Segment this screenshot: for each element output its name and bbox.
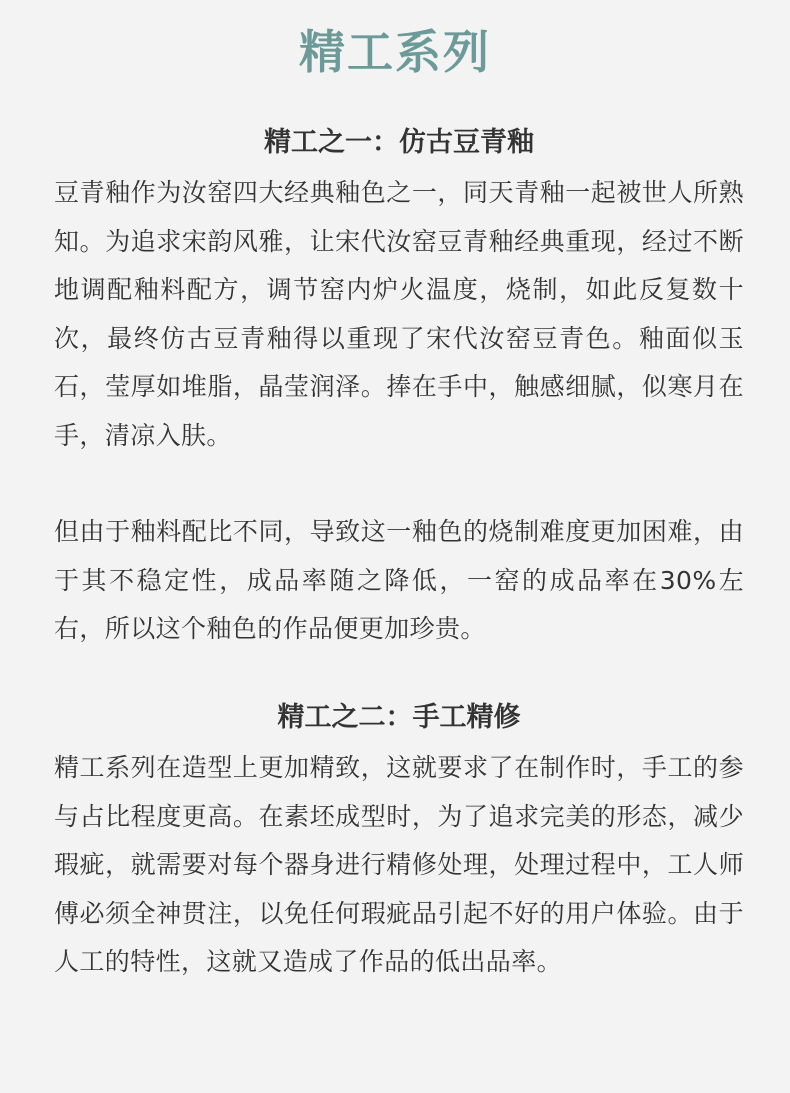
paragraph: 豆青釉作为汝窑四大经典釉色之一，同天青釉一起被世人所熟知。为追求宋韵风雅，让宋代汝窑豆青釉经典重现，经过不断地调配釉料配方，调节窑内炉火温度，烧制，如此反复数十次，最终仿古豆青釉得以重现了宋代汝窑豆青色。釉面似玉石，莹厚如堆脂，晶莹润泽。捧在手中，触感细腻，似寒月在手，清凉入肤。 — [54, 178, 744, 450]
section-hand-finishing — [54, 698, 744, 987]
paragraph: 精工系列在造型上更加精致，这就要求了在制作时，手工的参与占比程度更高。在素坯成型时，为了追求完美的形态，减少瑕疵，就需要对每个器身进行精修处理，处理过程中，工人师傅必须全神贯注，以免任何瑕疵品引起不好的用户体验。由于人工的特性，这就又造成了作品的低出品率。 — [54, 753, 744, 976]
section-heading: 精工之二：手工精修 — [277, 702, 521, 733]
section-antique-glaze — [54, 123, 744, 654]
section-heading: 精工之一：仿古豆青釉 — [264, 127, 534, 158]
paragraph: 但由于釉料配比不同，导致这一釉色的烧制难度更加困难，由于其不稳定性，成品率随之降低，一窑的成品率在30%左右，所以这个釉色的作品便更加珍贵。 — [54, 517, 744, 643]
page-title: 精工系列 — [299, 25, 491, 79]
